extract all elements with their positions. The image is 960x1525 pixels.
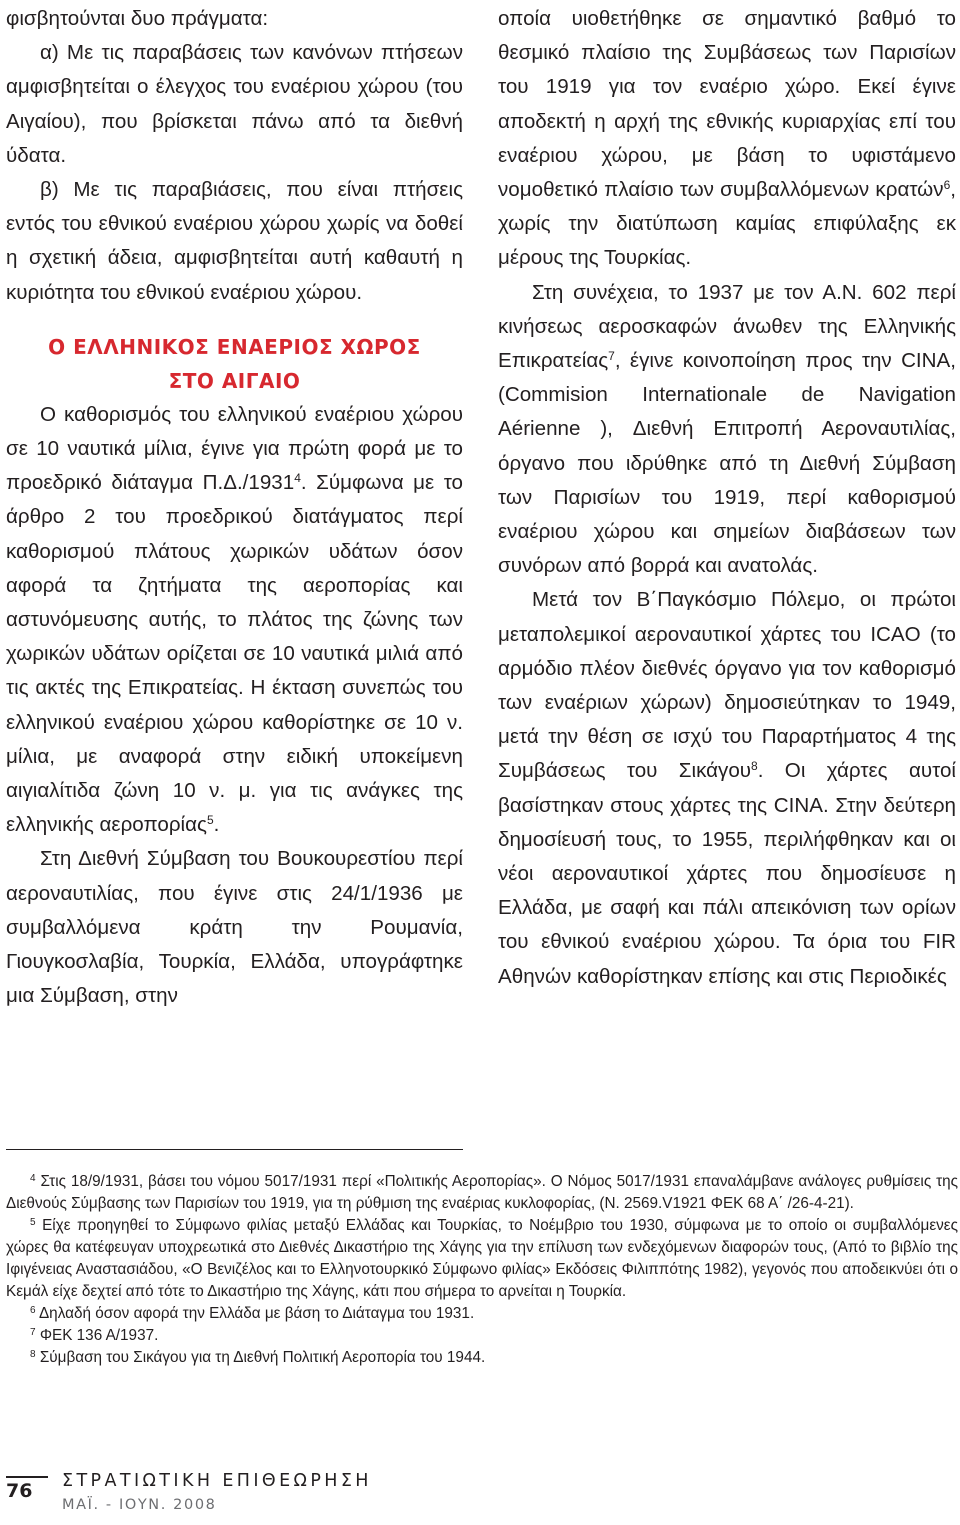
footnote-ref[interactable]: 4 [294,471,301,486]
text-run: , έγινε κοινοποίηση προς την CINA, (Commision Internationale de Navigation Aérienne ), Διεθνή Επιτροπή Αεροναυτιλίας, όργανο που ιδρύθηκε από τη Διεθνή Σύμβαση των Παρισίων του 1919, περί καθορισμού εναέριου χώρου και σημείων διαβάσεων των συνόρων από βορρά και ανατολάς. [498,349,956,578]
footnote-text: ΦΕΚ 136 Α/1937. [39,1327,159,1344]
paragraph: α) Με τις παραβάσεις των κανόνων πτήσεων αμφισβητείται ο έλεγχος του εναέριου χώρου (του Αιγαίου), που βρίσκεται πάνω από τα διεθνή ύδατα. [6,41,463,167]
page-number: 76 [6,1476,48,1525]
footnote-text: Σύμβαση του Σικάγου για τη Διεθνή Πολιτική Αεροπορία του 1944. [39,1349,486,1366]
section-title [6,330,463,398]
footnotes [6,1171,958,1369]
footnote-ref[interactable]: 8 [751,759,758,774]
paragraph [6,398,463,843]
footnote [6,1215,958,1303]
text-run: . Σύμφωνα με το άρθρο 2 του προεδρικού διατάγματος περί καθορισμού πλάτους χωρικών υδάτων όσον αφορά τα ζητήματα της αεροπορίας και αστυνόμευσης αυτής, το πλάτος της ζώνης των χωρικών υδάτων ορίζεται σε 10 ναυτικά μιλιά από τις ακτές της Επικρατείας. Η έκταση συνεπώς του ελληνικού εναέριου χώρου καθορίστηκε σε 10 ν. μίλια, με αναφορά στην ειδική υποκείμενη αιγιαλίτιδα ζώνη 10 ν. μ. για τις ανάγκες της ελληνικής αεροπορίας [6,471,463,837]
paragraph: β) Με τις παραβιάσεις, που είναι πτήσεις εντός του εθνικού εναέριου χώρου χωρίς να δοθεί η σχετική άδεια, αμφισβητείται αυτή καθαυτή η κυριότητα του εθνικού εναέριου χώρου. [6,178,463,304]
right-column [498,2,956,994]
journal-title: ΣΤΡΑΤΙΩΤΙΚΗ ΕΠΙΘΕΩΡΗΣΗ [62,1471,372,1491]
footnote-text: Δηλαδή όσον αφορά την Ελλάδα με βάση το Διάταγμα του 1931. [38,1305,475,1322]
left-column [6,2,463,1013]
footnote [6,1325,958,1347]
paragraph [498,276,956,584]
footnote [6,1171,958,1215]
text-run: οποία υιοθετήθηκε σε σημαντικό βαθμό το θεσμικό πλαίσιο της Συμβάσεως των Παρισίων του 1919 για τον εναέριο χώρο. Εκεί έγινε αποδεκτή η αρχή της εθνικής κυριαρχίας επί του εναέριου χώρου, με βάση το υφιστάμενο νομοθετικό πλαίσιο των συμβαλλόμενων κρατών [498,7,956,202]
paragraph [498,2,956,276]
footnote [6,1347,958,1369]
footnote-divider [6,1149,463,1150]
journal-issue: ΜΑΪ. - ΙΟΥΝ. 2008 [62,1497,217,1513]
paragraph: Στη Διεθνή Σύμβαση του Βουκουρεστίου περί αεροναυτιλίας, που έγινε στις 24/1/1936 με συμβαλλόμενα κράτη την Ρουμανία, Γιουγκοσλαβία, Τουρκία, Ελλάδα, υπογράφτηκε μια Σύμβαση, στην [6,847,463,1008]
footnote-ref[interactable]: 6 [943,178,951,193]
paragraph [498,583,956,993]
footnote [6,1303,958,1325]
footnote-number: 5 [30,1217,36,1228]
footnote-number: 6 [30,1305,36,1316]
paragraph: φισβητούνται δυο πράγματα: [6,7,269,30]
text-run: , χωρίς την διατύπωση καμίας επιφύλαξης εκ μέρους της Τουρκίας. [498,178,956,270]
footnote-number: 7 [30,1327,36,1338]
footnote-ref[interactable]: 5 [206,813,214,828]
footnote-text: Στις 18/9/1931, βάσει του νόμου 5017/1931 περί «Πολιτικής Αεροπορίας». Ο Νόμος 5017/1931 επαναλάμβανε ανάλογες ρυθμίσεις της Διεθνούς Σύμβασης των Παρισίων του 1919, για τη ρύθμιση της εναέριας κυκλοφορίας, (Ν. 2569.V1921 ΦΕΚ 68 Α΄ /26-4-21). [6,1173,959,1212]
text-run: . Οι χάρτες αυτοί βασίστηκαν στους χάρτες της CINA. Στην δεύτερη δημοσίευσή τους, το 1955, περιλήφθηκαν και οι νέοι αεροναυτικοί χάρτες που δημοσίευσε η Ελλάδα, με σαφή και πάλι απεικόνιση των ορίων του εθνικού εναέριου χώρου. Τα όρια του FIR Αθηνών καθορίστηκαν επίσης και στις Περιοδικές [498,759,956,988]
footnote-number: 8 [30,1349,36,1360]
section-title-line: Ο ΕΛΛΗΝΙΚΟΣ ΕΝΑΕΡΙΟΣ ΧΩΡΟΣ [48,334,421,359]
text-run: Μετά τον Β΄Παγκόσμιο Πόλεμο, οι πρώτοι μεταπολεμικοί αεροναυτικοί χάρτες του ICAO (το αρμόδιο πλέον διεθνές όργανο για τον καθορισμό των εναέριων χώρων) δημοσιεύτηκαν το 1949, μετά την θέση σε ισχύ του Παραρτήματος 4 της Συμβάσεως του Σικάγου [498,588,956,783]
text-run: Στη συνέχεια, το 1937 με τον Α.Ν. 602 περί κινήσεως αεροσκαφών άνωθεν της Ελληνικής Επικρατείας [498,280,956,373]
section-title-line: ΣΤΟ ΑΙΓΑΙΟ [168,368,301,393]
text-run: . [213,813,220,837]
text-run: Ο καθορισμός του ελληνικού εναέριου χώρου σε 10 ναυτικά μίλια, έγινε για πρώτη φορά με το προεδρικό διάταγμα Π.Δ./1931 [6,402,463,495]
footnote-number: 4 [30,1173,36,1184]
footnote-ref[interactable]: 7 [608,349,615,364]
footnote-text: Είχε προηγηθεί το Σύμφωνο φιλίας μεταξύ Ελλάδας και Τουρκίας, το Νοέμβριο του 1930, σύμφωνα με το οποίο οι συμβαλλόμενες χώρες θα κατέφευγαν υποχρεωτικά στο Διεθνές Δικαστήριο της Χάγης για την επίλυση των ενδεχόμενων διαφορών τους, (Από το βιβλίο της Ιφιγένειας Αναστασιάδου, «Ο Βενιζέλος και το Ελληνοτουρκικό Σύμφωνο φιλίας» Εκδόσεις Φιλιππότης 1982), γεγονός που αποδεικνύει ότι ο Κεμάλ είχε δεχτεί από τότε το Δικαστήριο της Χάγης, κάτι που σήμερα το αρνείται η Τουρκία. [6,1217,959,1300]
